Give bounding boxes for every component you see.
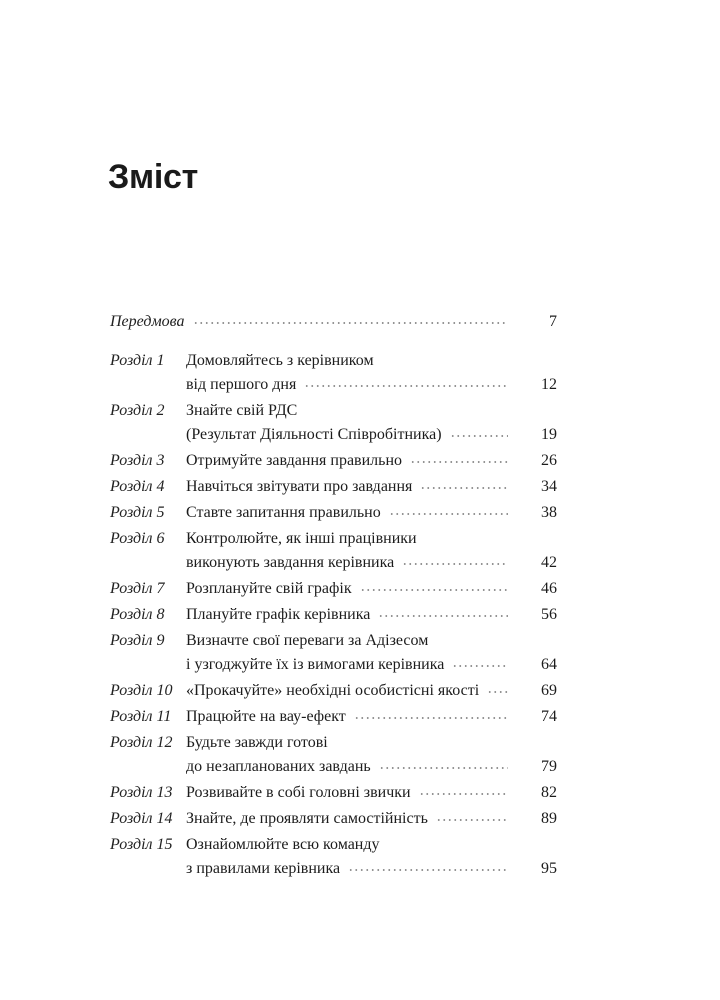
- chapter-label: Розділ 14: [110, 810, 173, 827]
- chapter-title-continued: з правилами керівника: [186, 860, 341, 877]
- chapter-title: Визначте свої переваги за Адізесом: [186, 632, 429, 649]
- chapter-label: Розділ 1: [110, 352, 165, 369]
- dot-leader: [487, 691, 508, 693]
- chapter-label: Розділ 10: [110, 682, 173, 699]
- chapter-title: Плануйте графік керівника: [186, 606, 371, 623]
- dot-leader: [419, 793, 508, 795]
- dot-leader: [378, 615, 508, 617]
- dot-leader: [379, 767, 508, 769]
- page-number: 46: [541, 580, 557, 597]
- dot-leader: [348, 869, 508, 871]
- dot-leader: [410, 461, 508, 463]
- dot-leader: [360, 589, 508, 591]
- chapter-title: Навчіться звітувати про завдання: [186, 478, 413, 495]
- chapter-title-continued: (Результат Діяльності Співробітника): [186, 426, 442, 443]
- page-number: 95: [541, 860, 557, 877]
- page-number: 74: [541, 708, 557, 725]
- chapter-title: Ознайомлюйте всю команду: [186, 836, 380, 853]
- page-number: 7: [549, 313, 557, 330]
- chapter-label: Розділ 5: [110, 504, 165, 521]
- chapter-title-continued: до незапланованих завдань: [186, 758, 371, 775]
- chapter-title: Знайте свій РДС: [186, 402, 298, 419]
- chapter-label: Розділ 12: [110, 734, 173, 751]
- page-number: 26: [541, 452, 557, 469]
- dot-leader: [193, 322, 508, 324]
- dot-leader: [420, 487, 508, 489]
- page-number: 42: [541, 554, 557, 571]
- page-number: 69: [541, 682, 557, 699]
- chapter-label: Розділ 13: [110, 784, 173, 801]
- chapter-title: Розплануйте свій графік: [186, 580, 352, 597]
- dot-leader: [436, 819, 508, 821]
- chapter-label: Розділ 3: [110, 452, 165, 469]
- page-title: Зміст: [108, 158, 198, 196]
- page-number: 19: [541, 426, 557, 443]
- chapter-title-continued: від першого дня: [186, 376, 297, 393]
- chapter-title: Контролюйте, як інші працівники: [186, 530, 417, 547]
- chapter-label: Розділ 15: [110, 836, 173, 853]
- page-number: 38: [541, 504, 557, 521]
- page-number: 79: [541, 758, 557, 775]
- chapter-label: Розділ 2: [110, 402, 165, 419]
- page-number: 56: [541, 606, 557, 623]
- dot-leader: [450, 435, 508, 437]
- page-number: 12: [541, 376, 557, 393]
- page-number: 64: [541, 656, 557, 673]
- chapter-label: Розділ 8: [110, 606, 165, 623]
- chapter-label: Розділ 11: [110, 708, 172, 725]
- chapter-title: Ставте запитання правильно: [186, 504, 381, 521]
- dot-leader: [389, 513, 508, 515]
- dot-leader: [452, 665, 508, 667]
- page-number: 89: [541, 810, 557, 827]
- chapter-title: Працюйте на вау-ефект: [186, 708, 346, 725]
- chapter-title: Будьте завжди готові: [186, 734, 328, 751]
- dot-leader: [304, 385, 508, 387]
- chapter-title-continued: виконують завдання керівника: [186, 554, 395, 571]
- foreword-label: Передмова: [110, 313, 185, 330]
- chapter-title: Розвивайте в собі головні звички: [186, 784, 411, 801]
- chapter-label: Розділ 7: [110, 580, 165, 597]
- page-number: 34: [541, 478, 557, 495]
- chapter-title: Знайте, де проявляти самостійність: [186, 810, 428, 827]
- dot-leader: [354, 717, 508, 719]
- chapter-title: «Прокачуйте» необхідні особистісні якості: [186, 682, 480, 699]
- chapter-title-continued: і узгоджуйте їх із вимогами керівника: [186, 656, 445, 673]
- dot-leader: [402, 563, 508, 565]
- chapter-title: Домовляйтесь з керівником: [186, 352, 374, 369]
- chapter-title: Отримуйте завдання правильно: [186, 452, 403, 469]
- chapter-label: Розділ 4: [110, 478, 165, 495]
- chapter-label: Розділ 6: [110, 530, 165, 547]
- page-number: 82: [541, 784, 557, 801]
- chapter-label: Розділ 9: [110, 632, 165, 649]
